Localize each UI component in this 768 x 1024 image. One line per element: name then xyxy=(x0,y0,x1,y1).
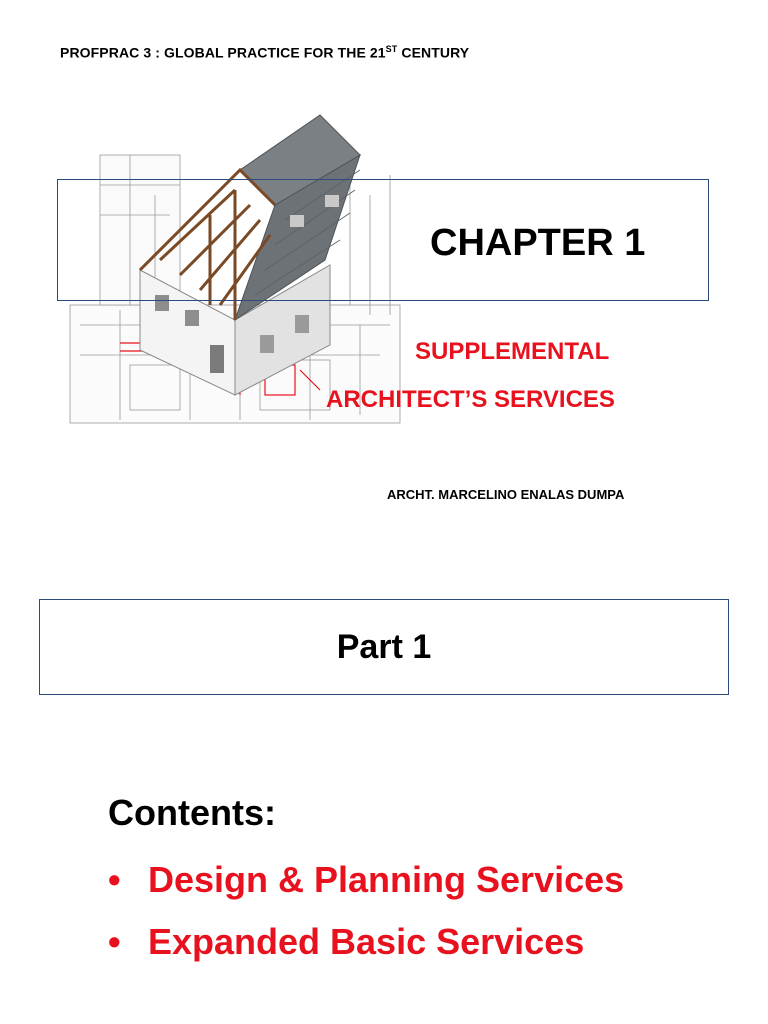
list-item-label: Design & Planning Services xyxy=(148,859,625,900)
bullet-icon: • xyxy=(108,859,121,900)
course-header-suffix: CENTURY xyxy=(397,44,470,61)
author-name: ARCHT. MARCELINO ENALAS DUMPA xyxy=(387,487,625,502)
bullet-icon: • xyxy=(108,921,121,962)
course-header-superscript: ST xyxy=(385,44,398,54)
part-box xyxy=(39,599,729,695)
chapter-title: CHAPTER 1 xyxy=(430,222,646,264)
course-header-prefix: PROFPRAC 3 : GLOBAL PRACTICE FOR THE 21 xyxy=(60,44,386,61)
list-item xyxy=(108,852,624,914)
part-label: Part 1 xyxy=(336,627,432,666)
contents-list xyxy=(108,852,624,976)
course-header xyxy=(60,44,469,61)
list-item xyxy=(108,914,624,976)
subtitle-line-2: ARCHITECT’S SERVICES xyxy=(326,386,615,413)
list-item-label: Expanded Basic Services xyxy=(148,921,585,962)
contents-heading: Contents: xyxy=(108,792,276,833)
subtitle-line-1: SUPPLEMENTAL xyxy=(415,338,610,365)
